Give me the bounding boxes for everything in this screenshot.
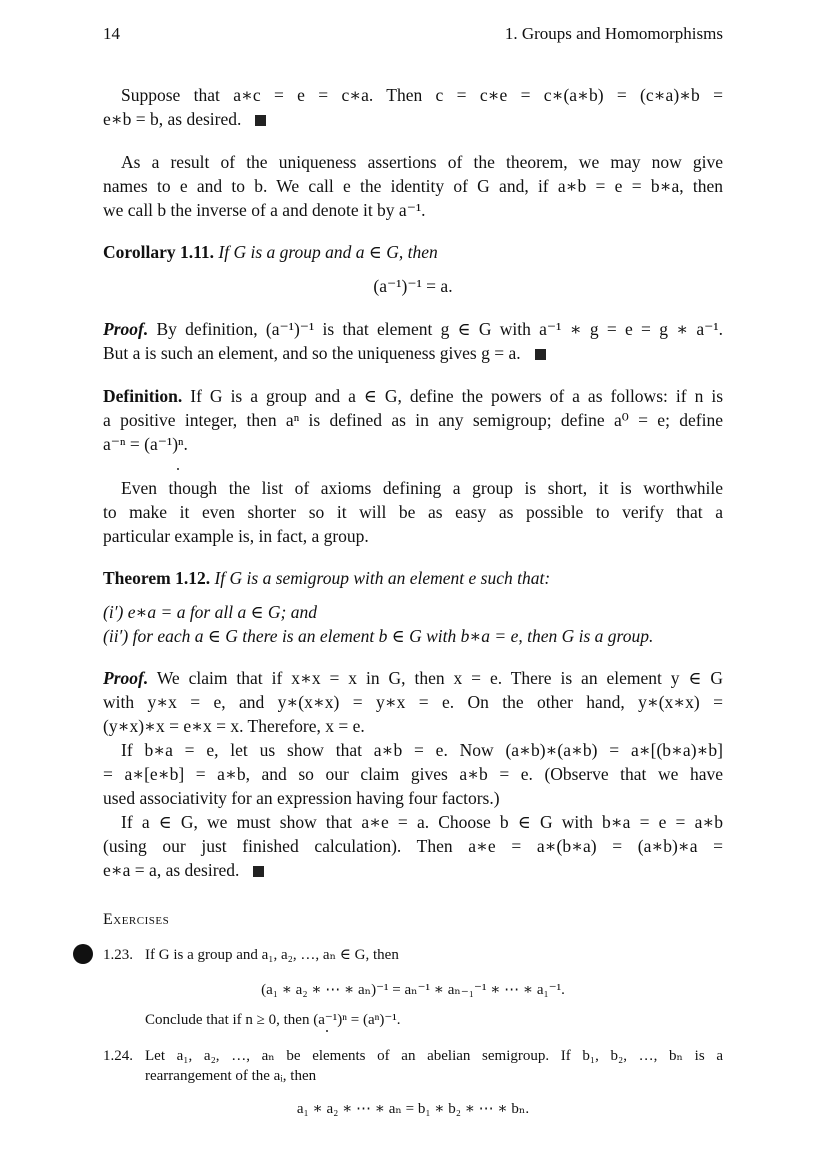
exercise-1-23-number: 1.23. [103,947,133,963]
equation: (a₁ ∗ a₂ ∗ ⋯ ∗ aₙ)⁻¹ = aₙ⁻¹ ∗ aₙ₋₁⁻¹ ∗ ⋯ ∗ a₁⁻¹. [261,982,565,998]
text-line: (using our just finished calculation). Then a∗e = a∗(b∗a) = (a∗b)∗a = [103,836,723,856]
text-line: = a∗[e∗b] = a∗b, and so our claim gives a∗b = e. (Observe that we have [103,764,723,784]
exercises-heading: Exercises [103,911,170,928]
equation: (a⁻¹)⁻¹ = a. [373,276,453,296]
text-line: If G is a group and a ∈ G, define the powers of a as follows: if n is [190,386,724,406]
text-line-end [103,107,723,131]
theorem-statement [103,566,723,590]
text-line: (y∗x)∗x = e∗x = x. Therefore, x = e. [103,716,365,736]
text-line: Suppose that a∗c = e = c∗a. Then c = c∗e = c∗(a∗b) = (c∗a)∗b = [121,85,723,105]
text-line: If a ∈ G, we must show that a∗e = a. Choose b ∈ G with b∗a = e = a∗b [121,812,723,832]
running-title: 1. Groups and Homomorphisms [504,24,723,43]
equation: a₁ ∗ a₂ ∗ ⋯ ∗ aₙ = b₁ ∗ b₂ ∗ ⋯ ∗ bₙ. [296,1101,530,1117]
text-line: with y∗x = e, and y∗(x∗x) = y∗x = e. On the other hand, y∗(x∗x) = [103,692,723,712]
proof-heading: Proof. [103,668,149,688]
text-line: We claim that if x∗x = x in G, then x = e. There is an element y ∈ G [156,668,723,688]
corollary-text: If G is a group and a ∈ G, then [218,242,438,262]
qed-square-icon [253,866,264,877]
text-line-end [103,858,723,882]
exercise-text: rearrangement of the aᵢ, then [145,1068,317,1084]
corollary-statement [103,240,723,264]
text-line: to make it even shorter so it will be as easy as possible to verify that a [103,502,723,522]
text-line: we call b the inverse of a and denote it by a⁻¹. [103,200,426,220]
stray-dot [326,1030,328,1032]
definition-line [103,384,723,408]
text-line: names to e and to b. We call e the identity of G and, if a∗b = e = b∗a, then [103,176,723,196]
definition-heading: Definition. [103,386,183,406]
exercise-text: Conclude that if n ≥ 0, then (a⁻¹)ⁿ = (aⁿ)⁻¹. [145,1012,401,1028]
theorem-item: (ii′) for each a ∈ G there is an element b ∈ G with b∗a = e, then G is a group. [103,626,654,646]
text-line: used associativity for an expression having four factors.) [103,788,500,808]
text-line: But a is such an element, and so the uniqueness gives g = a. [103,343,521,363]
text-line: particular example is, in fact, a group. [103,526,369,546]
theorem-heading: Theorem 1.12. [103,568,211,588]
exercise-text: Let a₁, a₂, …, aₙ be elements of an abelian semigroup. If b₁, b₂, …, bₙ is a [145,1048,723,1064]
text-line: a positive integer, then aⁿ is defined as in any semigroup; define a⁰ = e; define [103,410,723,430]
exercise-text: If G is a group and a₁, a₂, …, aₙ ∈ G, then [145,947,399,963]
text-line: e∗b = b, as desired. [103,109,242,129]
proof-heading: Proof. [103,319,149,339]
text-line: a⁻ⁿ = (a⁻¹)ⁿ. [103,434,188,454]
text-line: e∗a = a, as desired. [103,860,240,880]
corollary-heading: Corollary 1.11. [103,242,214,262]
text-line: By definition, (a⁻¹)⁻¹ is that element g ∈ G with a⁻¹ ∗ g = e = g ∗ a⁻¹. [156,319,723,339]
qed-square-icon [535,349,546,360]
theorem-item: (i′) e∗a = a for all a ∈ G; and [103,602,318,622]
proof-line [103,666,723,690]
exercise-1-24-number: 1.24. [103,1048,133,1064]
text-line: As a result of the uniqueness assertions of the theorem, we may now give [121,152,723,172]
text-line: If b∗a = e, let us show that a∗b = e. Now (a∗b)∗(a∗b) = a∗[(b∗a)∗b] [121,740,723,760]
stray-dot [177,468,179,470]
page-number: 14 [103,24,120,43]
text-line: Even though the list of axioms defining a group is short, it is worthwhile [121,478,723,498]
qed-square-icon [255,115,266,126]
proof-line [103,317,723,341]
text-line-end [103,341,723,365]
theorem-text: If G is a semigroup with an element e such that: [214,568,551,588]
bullet-marker-icon [73,944,93,964]
